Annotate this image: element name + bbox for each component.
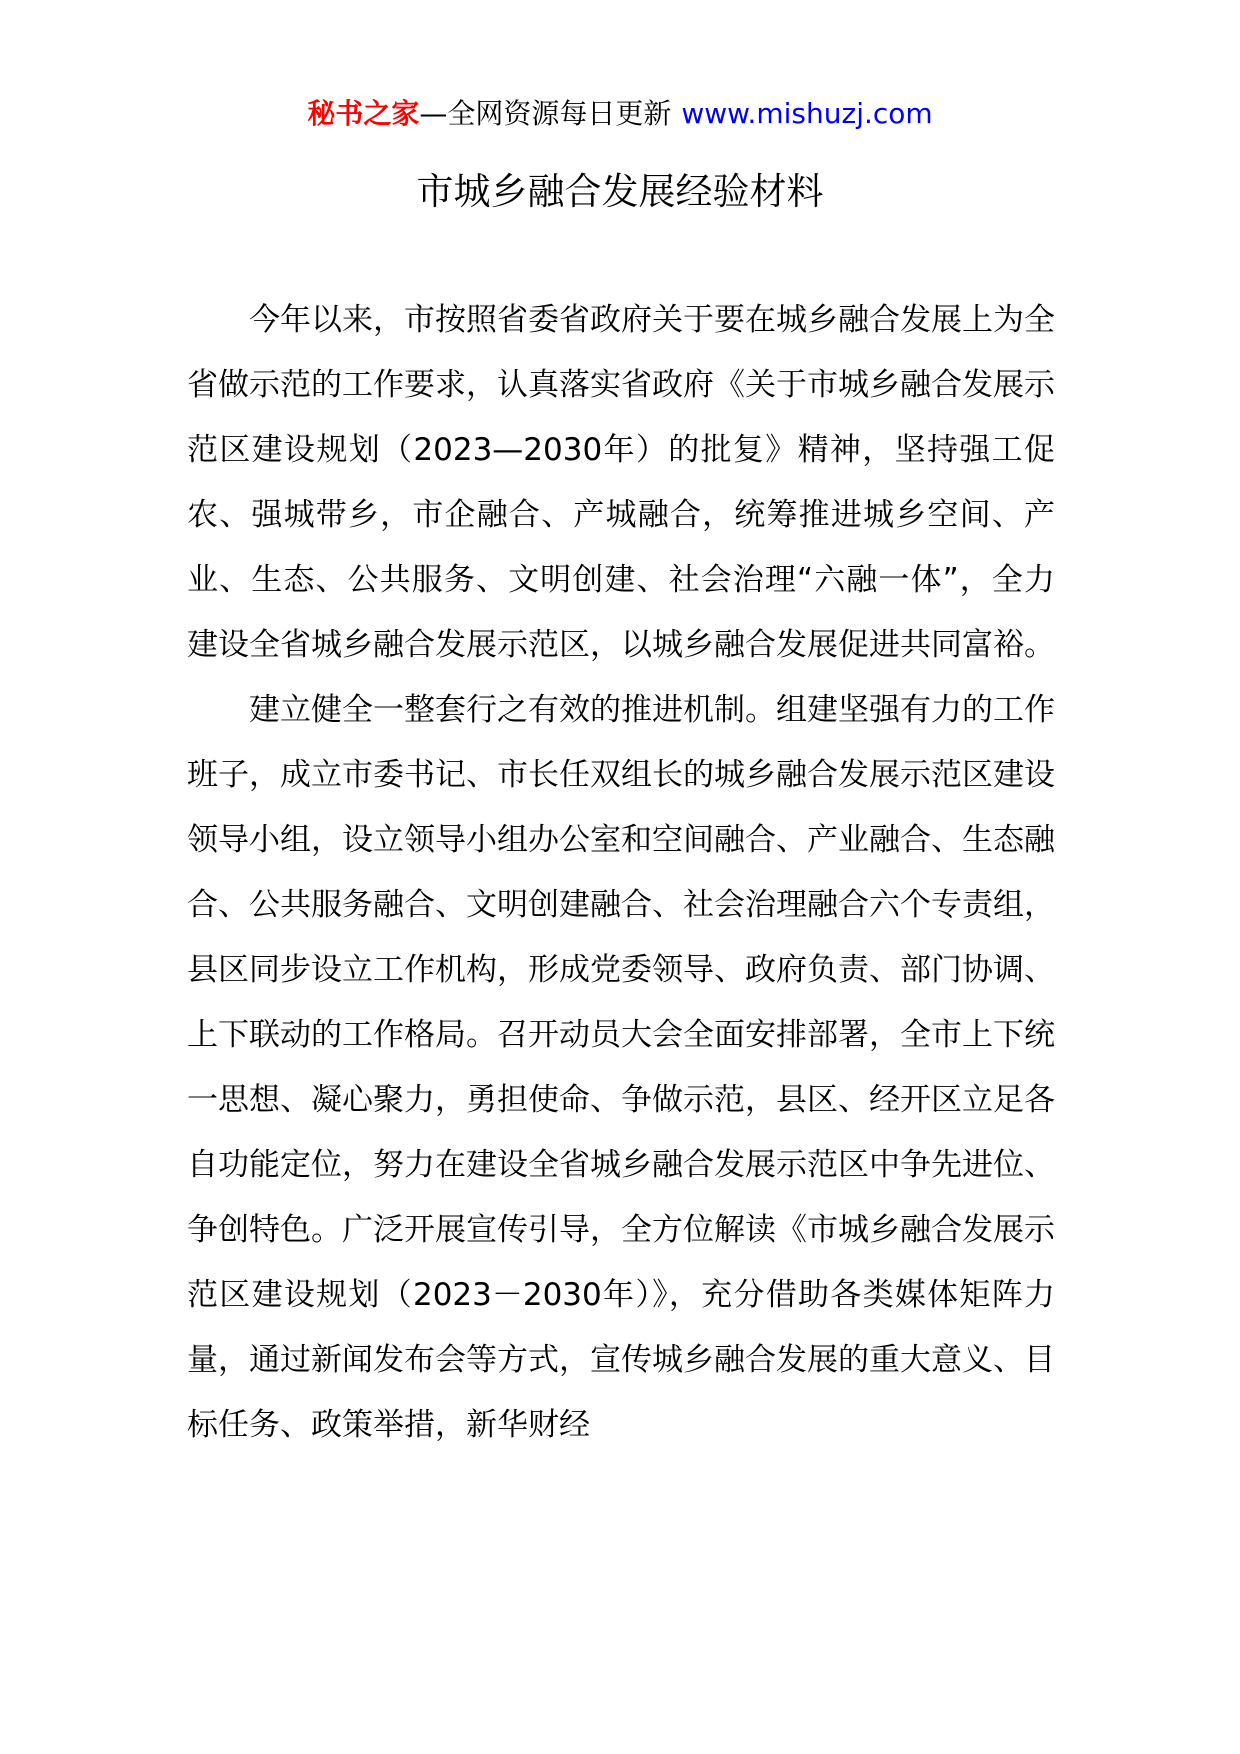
document-title: 市城乡融合发展经验材料 [416, 170, 824, 213]
paragraph-mechanism: 建立健全一整套行之有效的推进机制。组建坚强有力的工作班子，成立市委书记、市长任双组长的城乡融合发展示范区建设领导小组，设立领导小组办公室和空间融合、产业融合、生态融合、公共服务融合、文明创建融合、社会治理融合六个专责组，县区同步设立工作机构，形成党委领导、政府负责、部门协调、上下联动的工作格局。召开动员大会全面安排部署，全市上下统一思想、凝心聚力，勇担使命、争做示范，县区、经开区立足各自功能定位，努力在建设全省城乡融合发展示范区中争先进位、争创特色。广泛开展宣传引导，全方位解读《市城乡融合发展示范区建设规划（2023－2030年）》，充分借助各类媒体矩阵力量，通过新闻发布会等方式，宣传城乡融合发展的重大意义、目标任务、政策举措，新华财经 [187, 692, 1055, 1443]
site-url-link[interactable]: www.mishuzj.com [681, 97, 933, 130]
document-body [187, 288, 1055, 1458]
site-header [0, 96, 1240, 132]
brand-name: 秘书之家 [307, 97, 420, 130]
site-tagline: —全网资源每日更新 [419, 97, 672, 130]
paragraph-intro: 今年以来，市按照省委省政府关于要在城乡融合发展上为全省做示范的工作要求，认真落实省政府《关于市城乡融合发展示范区建设规划（2023—2030年）的批复》精神，坚持强工促农、强城带乡，市企融合、产城融合，统筹推进城乡空间、产业、生态、公共服务、文明创建、社会治理“六融一体”，全力建设全省城乡融合发展示范区，以城乡融合发展促进共同富裕。 [187, 302, 1055, 663]
